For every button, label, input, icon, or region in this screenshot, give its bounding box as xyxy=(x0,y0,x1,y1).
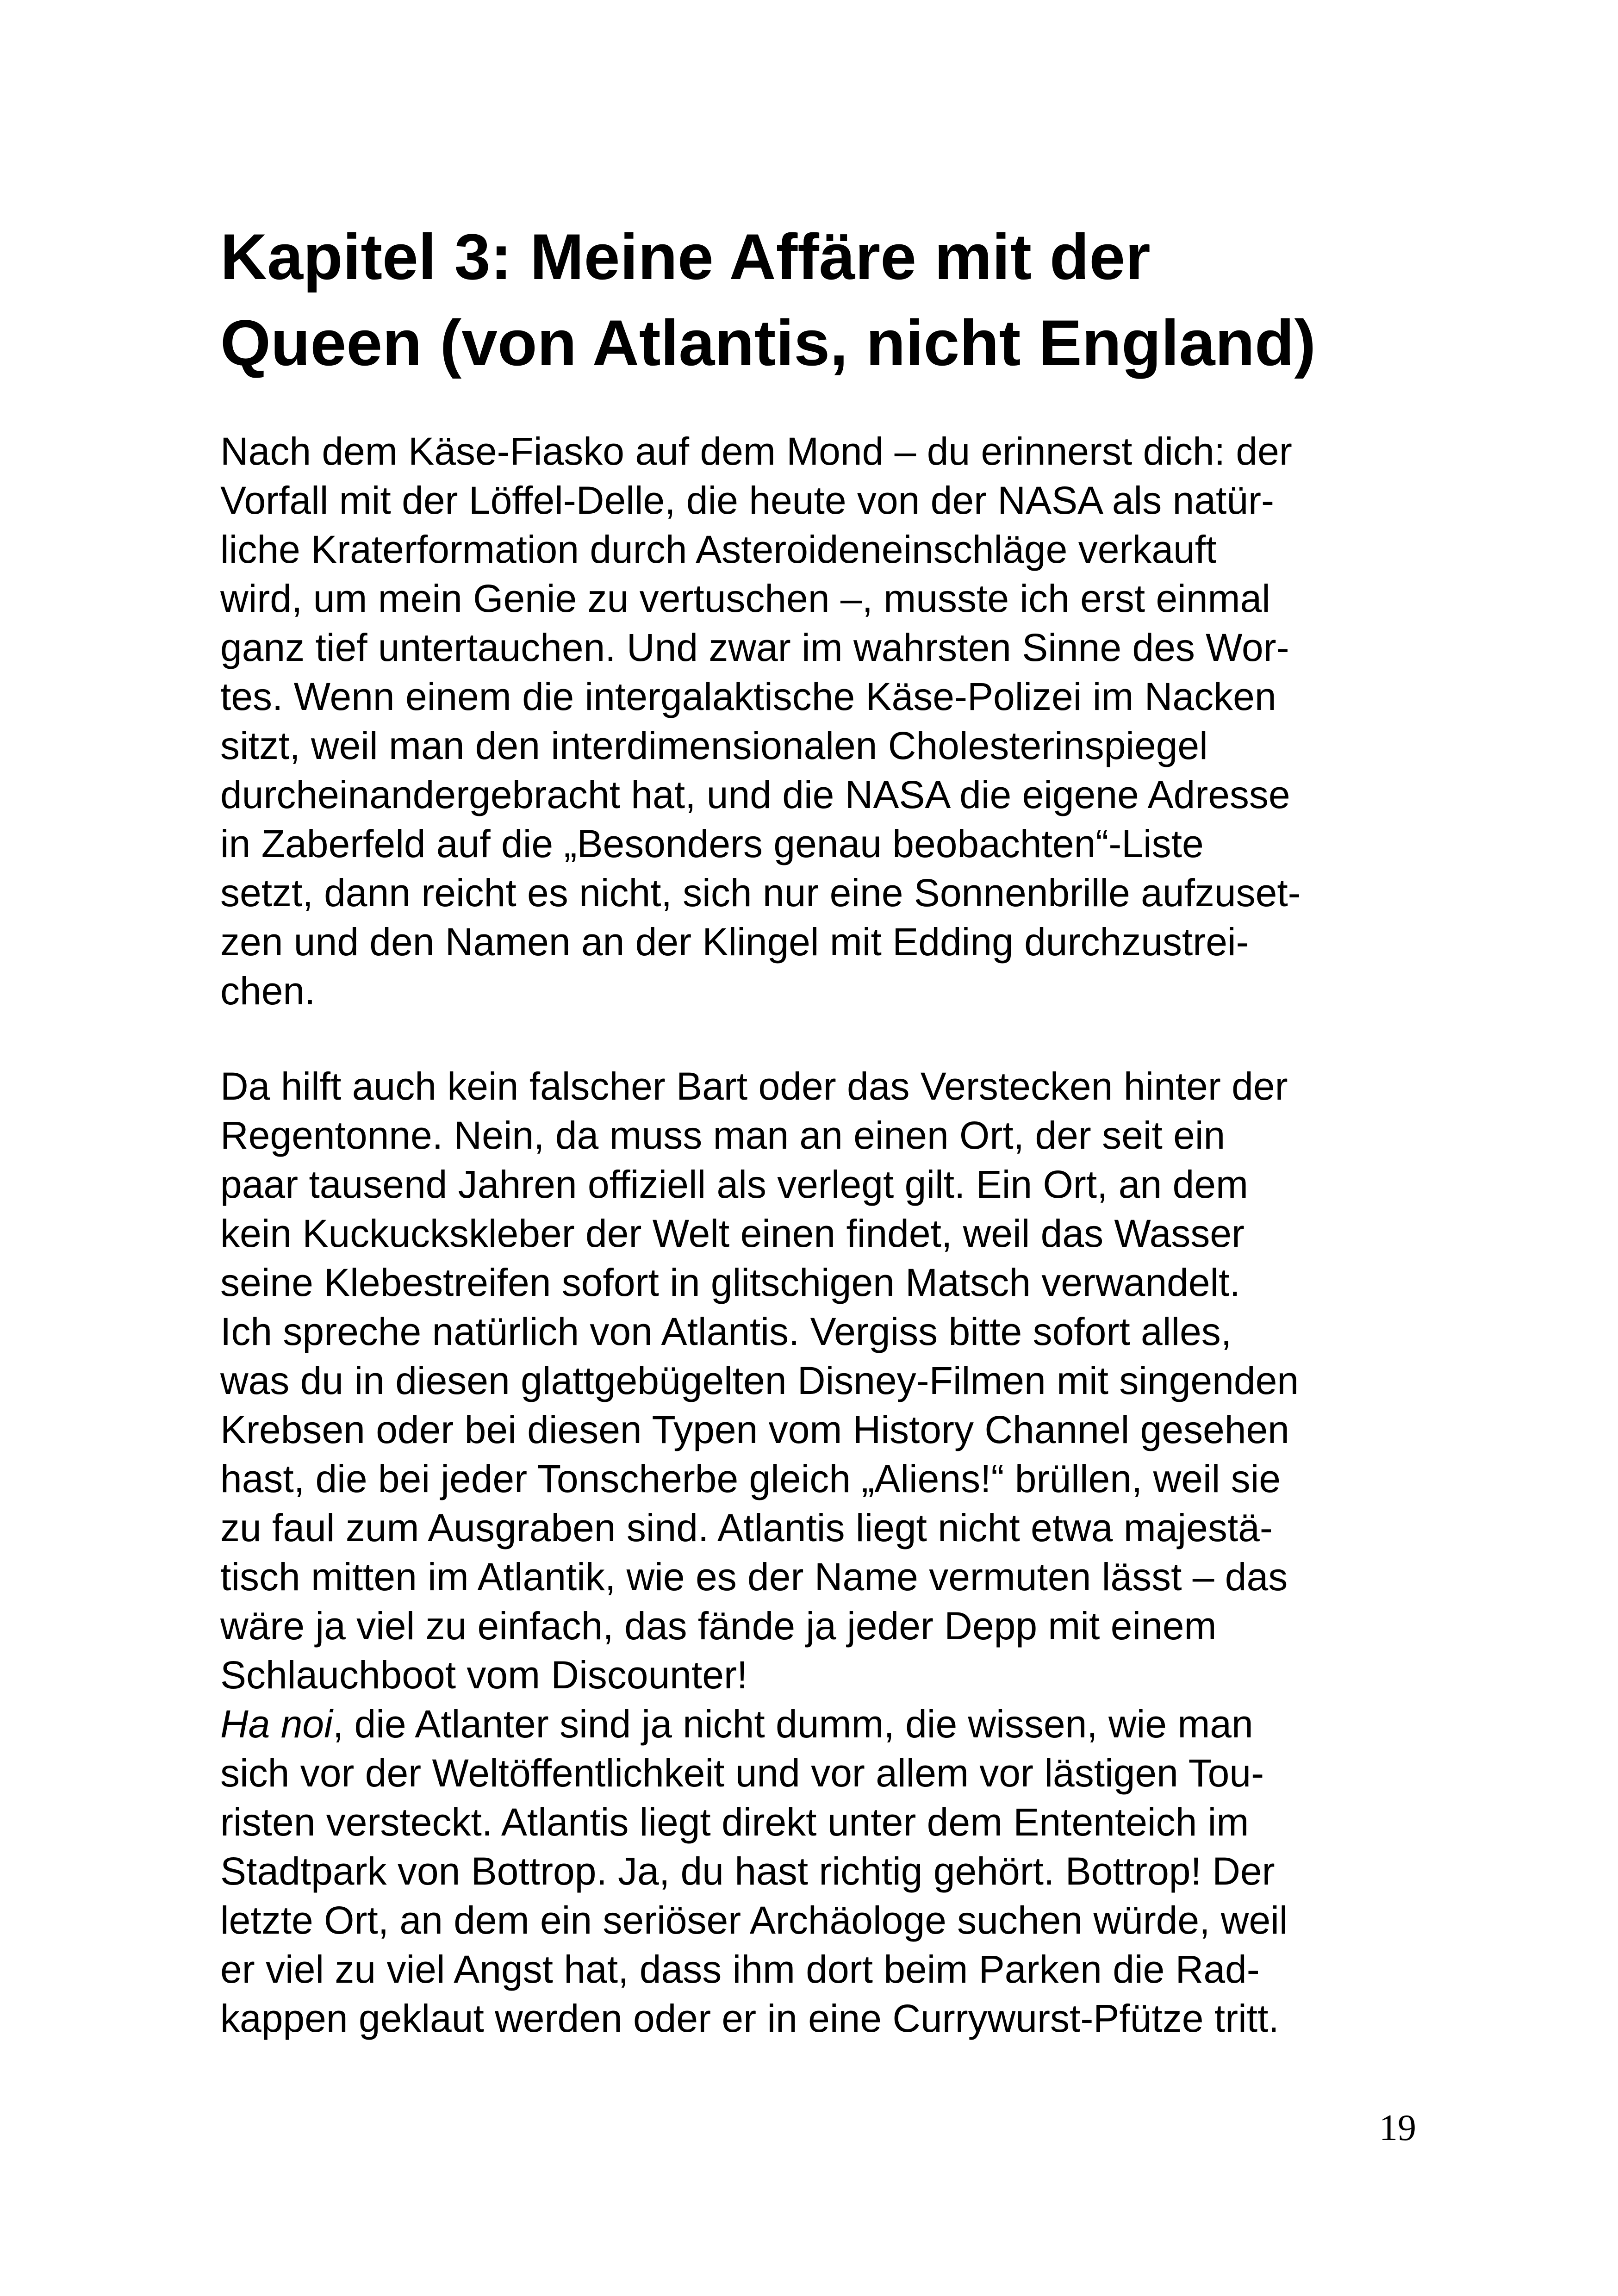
text-line: Vorfall mit der Löffel-Delle, die heute von der NASA als natür- xyxy=(220,479,1274,522)
text-line: kein Kuckuckskleber der Welt einen findet, weil das Wasser xyxy=(220,1212,1245,1255)
text-line: Schlauchboot vom Discounter! xyxy=(220,1653,748,1697)
text-line: risten versteckt. Atlantis liegt direkt unter dem Ententeich im xyxy=(220,1800,1249,1844)
text-line: setzt, dann reicht es nicht, sich nur eine Sonnenbrille aufzuset- xyxy=(220,871,1301,915)
text-line: zen und den Namen an der Klingel mit Edding durchzustrei- xyxy=(220,920,1249,964)
paragraph-2 xyxy=(220,1062,1424,2043)
chapter-title-line: Queen (von Atlantis, nicht England) xyxy=(220,306,1316,379)
text-line: Ich spreche natürlich von Atlantis. Vergiss bitte sofort alles, xyxy=(220,1310,1232,1353)
text-line: Stadtpark von Bottrop. Ja, du hast richtig gehört. Bottrop! Der xyxy=(220,1849,1275,1893)
text-line: wird, um mein Genie zu vertuschen –, musste ich erst einmal xyxy=(220,577,1270,620)
chapter-title xyxy=(220,214,1424,386)
text-run: , die Atlanter sind ja nicht dumm, die wissen, wie man xyxy=(332,1702,1253,1746)
text-line xyxy=(220,1699,1424,1748)
text-line: liche Kraterformation durch Asteroideneinschläge verkauft xyxy=(220,528,1217,571)
text-line: was du in diesen glattgebügelten Disney-Filmen mit singenden xyxy=(220,1359,1299,1402)
text-line: in Zaberfeld auf die „Besonders genau beobachten“-Liste xyxy=(220,822,1204,865)
text-line: tes. Wenn einem die intergalaktische Käse-Polizei im Nacken xyxy=(220,675,1276,718)
text-line: chen. xyxy=(220,969,316,1013)
text-line: er viel zu viel Angst hat, dass ihm dort beim Parken die Rad- xyxy=(220,1948,1260,1991)
text-line: hast, die bei jeder Tonscherbe gleich „Aliens!“ brüllen, weil sie xyxy=(220,1457,1281,1500)
text-line: kappen geklaut werden oder er in eine Currywurst-Pfütze tritt. xyxy=(220,1997,1279,2040)
text-line: Krebsen oder bei diesen Typen vom History Channel gesehen xyxy=(220,1408,1289,1451)
text-line: wäre ja viel zu einfach, das fände ja jeder Depp mit einem xyxy=(220,1604,1217,1648)
text-line: seine Klebestreifen sofort in glitschigen Matsch verwandelt. xyxy=(220,1261,1240,1304)
italic-phrase: Ha noi xyxy=(220,1702,333,1746)
text-line: zu faul zum Ausgraben sind. Atlantis liegt nicht etwa majestä- xyxy=(220,1506,1273,1549)
chapter-title-line: Kapitel 3: Meine Affäre mit der xyxy=(220,220,1151,293)
text-line: Da hilft auch kein falscher Bart oder das Verstecken hinter der xyxy=(220,1064,1288,1108)
text-line: durcheinandergebracht hat, und die NASA die eigene Adresse xyxy=(220,773,1290,816)
text-line: Nach dem Käse-Fiasko auf dem Mond – du erinnerst dich: der xyxy=(220,429,1292,473)
paragraph-1 xyxy=(220,427,1424,1015)
text-line: Regentonne. Nein, da muss man an einen Ort, der seit ein xyxy=(220,1114,1226,1157)
text-line: letzte Ort, an dem ein seriöser Archäologe suchen würde, weil xyxy=(220,1898,1288,1942)
text-line: paar tausend Jahren offiziell als verlegt gilt. Ein Ort, an dem xyxy=(220,1163,1248,1206)
text-line: sich vor der Weltöffentlichkeit und vor allem vor lästigen Tou- xyxy=(220,1751,1264,1795)
text-line: sitzt, weil man den interdimensionalen Cholesterinspiegel xyxy=(220,724,1208,767)
page-number: 19 xyxy=(1379,2108,1416,2148)
text-line: ganz tief untertauchen. Und zwar im wahrsten Sinne des Wor- xyxy=(220,626,1289,669)
text-line: tisch mitten im Atlantik, wie es der Name vermuten lässt – das xyxy=(220,1555,1288,1599)
